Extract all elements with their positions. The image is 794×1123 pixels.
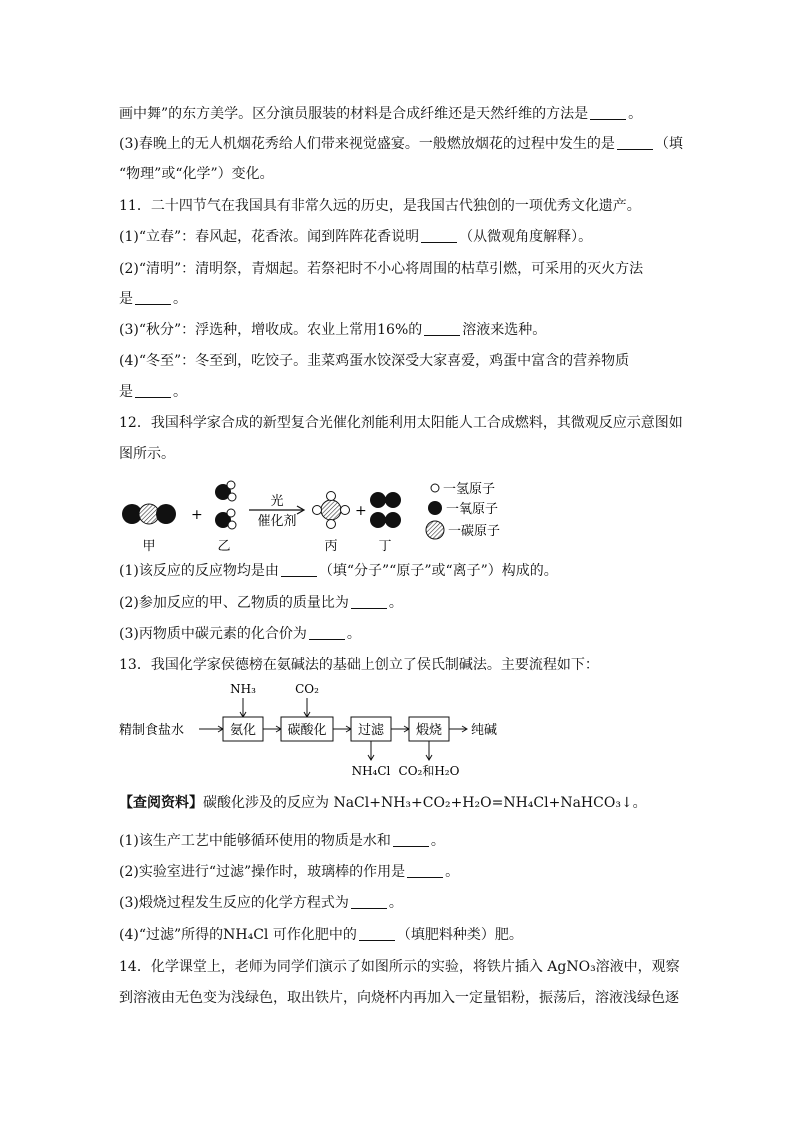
box-label: 碳酸化 (287, 723, 327, 738)
input-co2: CO₂ (295, 682, 319, 696)
label-bing: 丙 (324, 539, 338, 554)
question-11-title (119, 196, 641, 216)
hydrogen-atom (227, 481, 235, 489)
text-line-13 (119, 561, 558, 581)
line-text-end: 。 (445, 864, 460, 880)
reference-material (119, 793, 647, 813)
line-text-end: （填肥料种类）肥。 (396, 927, 523, 943)
label-ding: 丁 (378, 539, 392, 554)
atom-legend (426, 482, 500, 539)
line-text: (2)实验室进行“过滤”操作时，玻璃棒的作用是 (119, 864, 406, 880)
hydrogen-atom (228, 493, 236, 501)
molecule-bing (313, 492, 350, 529)
answer-blank[interactable] (351, 894, 387, 909)
oxygen-atom (385, 512, 401, 528)
answer-blank[interactable] (424, 321, 460, 336)
text-line-15 (119, 624, 361, 644)
oxygen-atom (156, 504, 176, 524)
answer-blank[interactable] (421, 228, 457, 243)
line-text-end: （填“分子”“原子”或“离子”）构成的。 (318, 563, 558, 579)
hydrogen-atom (313, 506, 322, 515)
hydrogen-atom (327, 520, 336, 529)
line-text: (3)丙物质中碳元素的化合价为 (119, 626, 307, 642)
text-line-19 (119, 862, 459, 882)
text-line-3 (119, 164, 274, 184)
plus-sign: + (191, 507, 203, 523)
reference-heading: 【查阅资料】 (119, 795, 203, 811)
reference-equation: 碳酸化涉及的反应为 NaCl+NH₃+CO₂+H₂O=NH₄Cl+NaHCO₃↓。 (203, 795, 647, 811)
line-text: (1)“立春”：春风起，花香浓。闻到阵阵花香说明 (119, 229, 420, 245)
molecule-yi (215, 481, 236, 529)
label-jia: 甲 (142, 539, 156, 554)
flow-box-filtration (351, 717, 391, 741)
answer-blank[interactable] (135, 383, 171, 398)
line-text-end: （填 (654, 136, 683, 152)
line-text-end: 。 (173, 291, 187, 307)
line-text: 是 (119, 384, 133, 400)
line-text: 到溶液由无色变为浅绿色，取出铁片，向烧杯内再加入一定量铝粉，振荡后，溶液浅绿色逐 (119, 990, 679, 1006)
line-text: 13．我国化学家侯德榜在氨碱法的基础上创立了侯氏制碱法。主要流程如下： (119, 657, 599, 673)
legend-carbon: 一碳原子 (448, 524, 501, 539)
input-nh3: NH₃ (230, 682, 256, 696)
hydrogen-legend-icon (431, 484, 439, 492)
box-label: 煅烧 (415, 723, 443, 738)
text-line-12 (119, 444, 175, 464)
text-line-18 (119, 831, 445, 851)
molecule-ding (370, 492, 401, 528)
arrow-condition-catalyst: 催化剂 (257, 514, 297, 529)
line-text: “物理”或“化学”）变化。 (119, 166, 274, 182)
legend-oxygen: 一氧原子 (446, 502, 499, 517)
answer-blank[interactable] (135, 290, 171, 305)
line-text-end: 。 (388, 895, 403, 911)
oxygen-legend-icon (428, 501, 442, 515)
oxygen-atom (370, 492, 386, 508)
answer-blank[interactable] (309, 625, 345, 640)
text-line-6 (119, 259, 643, 279)
oxygen-atom (370, 512, 386, 528)
flow-box-carbonation (281, 717, 333, 741)
line-text: (3)“秋分”：浮选种，增收成。农业上常用16%的 (119, 322, 423, 338)
line-text: (4)“过滤”所得的NH₄Cl 可作化肥中的 (119, 927, 357, 943)
flow-box-calcination (409, 717, 449, 741)
line-text: 11．二十四节气在我国具有非常久远的历史，是我国古代独创的一项优秀文化遗产。 (119, 198, 641, 214)
question-12-title (119, 413, 683, 433)
plus-sign: + (355, 503, 367, 519)
answer-blank[interactable] (351, 594, 387, 609)
oxygen-atom (385, 492, 401, 508)
line-text: (2)“清明”：清明祭，青烟起。若祭祀时不小心将周围的枯草引燃，可采用的灭火方法 (119, 261, 644, 277)
flow-box-ammoniation (223, 717, 263, 741)
label-yi: 乙 (217, 539, 231, 554)
text-line-1 (119, 104, 642, 124)
output-nh4cl: NH₄Cl (351, 764, 391, 778)
answer-blank[interactable] (407, 863, 443, 878)
box-label: 过滤 (357, 723, 385, 738)
text-line-9 (119, 351, 629, 371)
hydrogen-atom (341, 506, 350, 515)
line-text: (1)该生产工艺中能够循环使用的物质是水和 (119, 833, 391, 849)
box-label: 氨化 (229, 723, 257, 738)
flow-start: 精制食盐水 (119, 723, 185, 738)
text-line-21 (119, 925, 523, 945)
hydrogen-atom (327, 492, 336, 501)
answer-blank[interactable] (281, 562, 317, 577)
answer-blank[interactable] (590, 105, 626, 120)
line-text-end: （从微观角度解释）。 (459, 229, 593, 245)
line-text-end: 。 (388, 595, 403, 611)
hydrogen-atom (227, 509, 235, 517)
hydrogen-atom (228, 521, 236, 529)
output-co2-h2o: CO₂和H₂O (398, 764, 460, 778)
line-text: 画中舞”的东方美学。区分演员服装的材料是合成纤维还是天然纤维的方法是 (119, 106, 589, 122)
line-text: (4)“冬至”：冬至到，吃饺子。韭菜鸡蛋水饺深受大家喜爱，鸡蛋中富含的营养物质 (119, 353, 630, 369)
line-text: 12．我国科学家合成的新型复合光催化剂能利用太阳能人工合成燃料，其微观反应示意图如 (119, 415, 683, 431)
question-14-title (119, 957, 680, 977)
line-text: (1)该反应的反应物均是由 (119, 563, 279, 579)
arrow-condition-light: 光 (270, 494, 284, 509)
answer-blank[interactable] (617, 135, 653, 150)
text-line-8 (119, 320, 546, 340)
text-line-10 (119, 382, 187, 402)
carbon-legend-icon (426, 521, 444, 539)
text-line-20 (119, 893, 403, 913)
carbon-atom (321, 500, 341, 520)
answer-blank[interactable] (393, 832, 429, 847)
text-line-5 (119, 227, 592, 247)
question-13-title (119, 655, 599, 675)
flow-end: 纯碱 (471, 723, 498, 738)
line-text-end: 。 (173, 384, 187, 400)
legend-hydrogen: 一氢原子 (443, 482, 496, 497)
line-text-end: 。 (430, 833, 445, 849)
text-line-7 (119, 289, 187, 309)
line-text: 14．化学课堂上，老师为同学们演示了如图所示的实验，将铁片插入 AgNO₃溶液中，观察 (119, 959, 680, 975)
text-line-2 (119, 134, 683, 154)
text-line-23 (119, 988, 679, 1008)
line-text: 是 (119, 291, 133, 307)
reaction-diagram (115, 470, 515, 558)
line-text-end: 溶液来选种。 (462, 322, 547, 338)
text-line-14 (119, 593, 403, 613)
line-text-end: 。 (346, 626, 361, 642)
answer-blank[interactable] (359, 926, 395, 941)
line-text: 图所示。 (119, 446, 175, 462)
line-text: (2)参加反应的甲、乙物质的质量比为 (119, 595, 349, 611)
molecule-jia (122, 504, 176, 524)
line-text: (3)春晚上的无人机烟花秀给人们带来视觉盛宴。一般燃放烟花的过程中发生的是 (119, 136, 615, 152)
process-flow-diagram (119, 680, 519, 782)
line-text-end: 。 (628, 106, 643, 122)
line-text: (3)煅烧过程发生反应的化学方程式为 (119, 895, 349, 911)
